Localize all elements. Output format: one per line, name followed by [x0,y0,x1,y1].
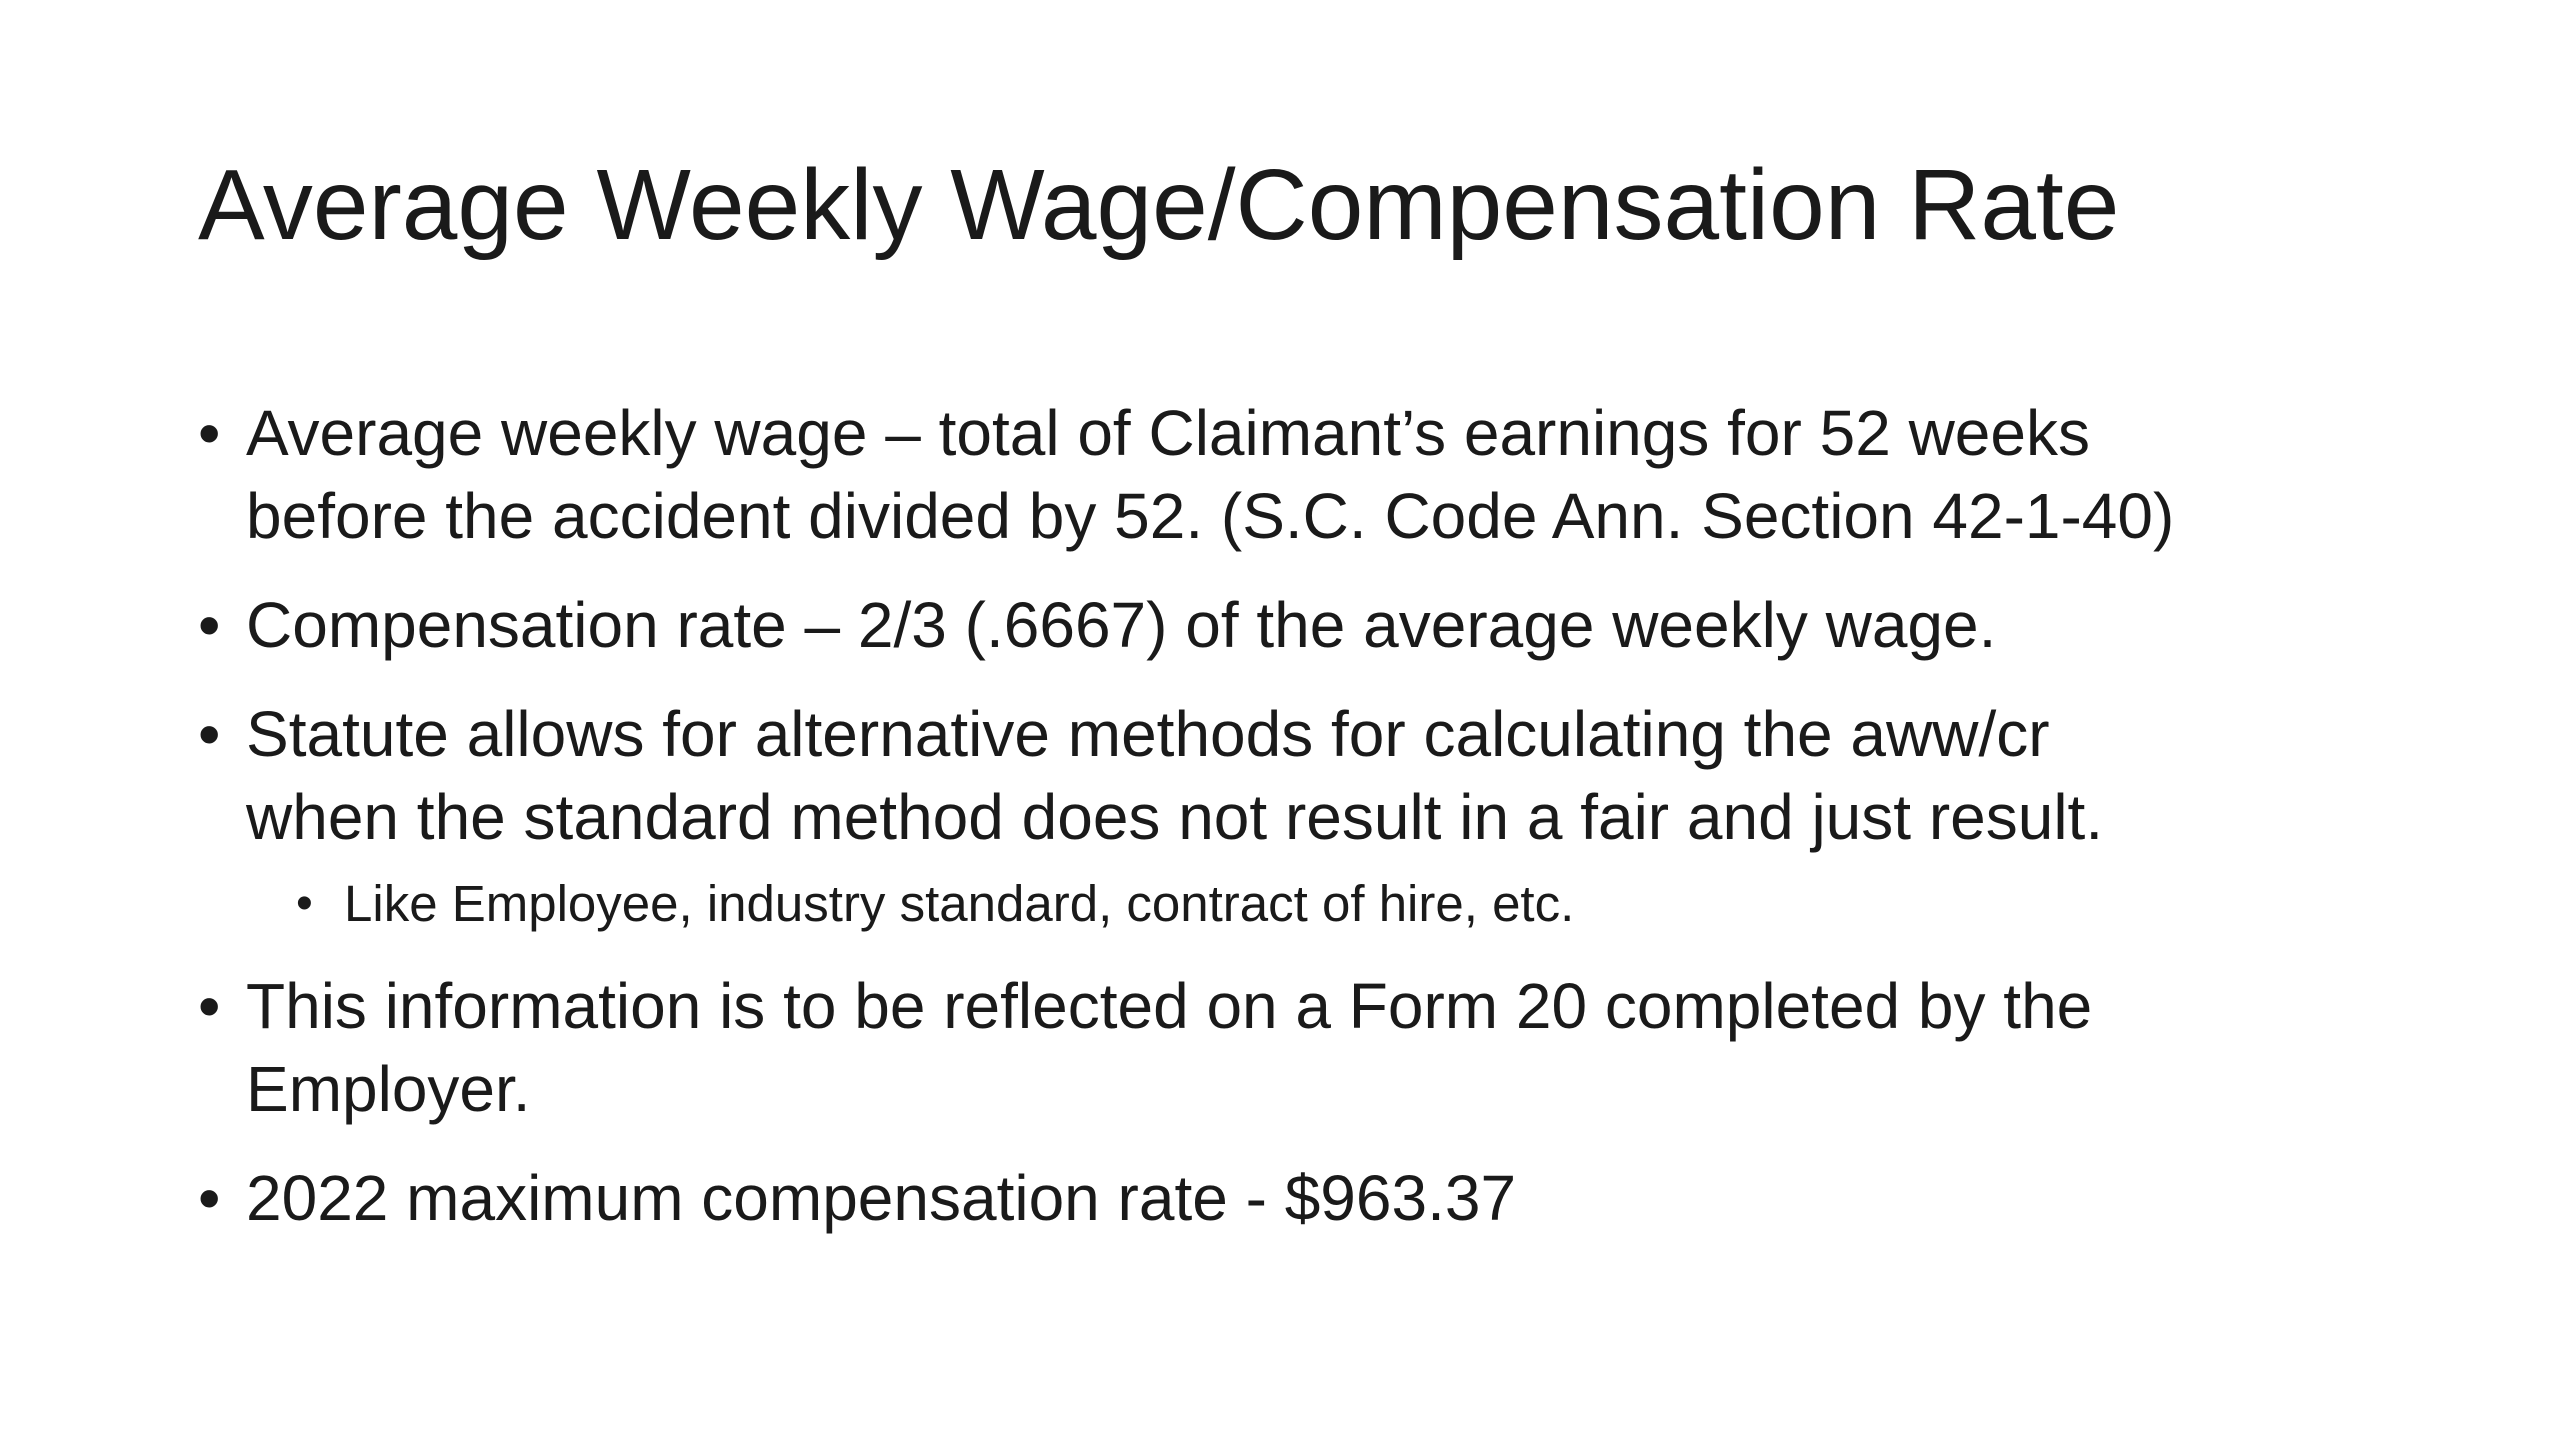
slide-title: Average Weekly Wage/Compensation Rate [198,149,2120,261]
bullet-list [198,392,2398,1266]
bullet-item [198,392,2398,558]
bullet-text-line: before the accident divided by 52. (S.C. Code Ann. Section 42-1-40) [246,480,2175,552]
bullet-text-line: This information is to be reflected on a Form 20 completed by the [246,970,2093,1042]
bullet-dot-icon: • [198,397,221,469]
bullet-item [198,584,2398,667]
bullet-item [198,693,2398,859]
bullet-text-line: Statute allows for alternative methods for calculating the aww/cr [246,698,2050,770]
sub-bullet-item [198,869,2398,939]
bullet-text-line: Compensation rate – 2/3 (.6667) of the average weekly wage. [246,589,1997,661]
bullet-item [198,965,2398,1131]
bullet-text-line: Average weekly wage – total of Claimant’s earnings for 52 weeks [246,397,2090,469]
bullet-text-line: Employer. [246,1053,531,1125]
sub-bullet-text: Like Employee, industry standard, contract of hire, etc. [344,875,1575,932]
bullet-text-line: when the standard method does not result in a fair and just result. [246,781,2104,853]
bullet-dot-icon: • [198,1162,221,1234]
bullet-dot-icon: • [198,970,221,1042]
bullet-item [198,1157,2398,1240]
bullet-dot-icon: • [198,698,221,770]
bullet-text-line: 2022 maximum compensation rate - $963.37 [246,1162,1517,1234]
bullet-dot-icon: • [198,589,221,661]
sub-bullet-dot-icon: • [296,877,313,930]
